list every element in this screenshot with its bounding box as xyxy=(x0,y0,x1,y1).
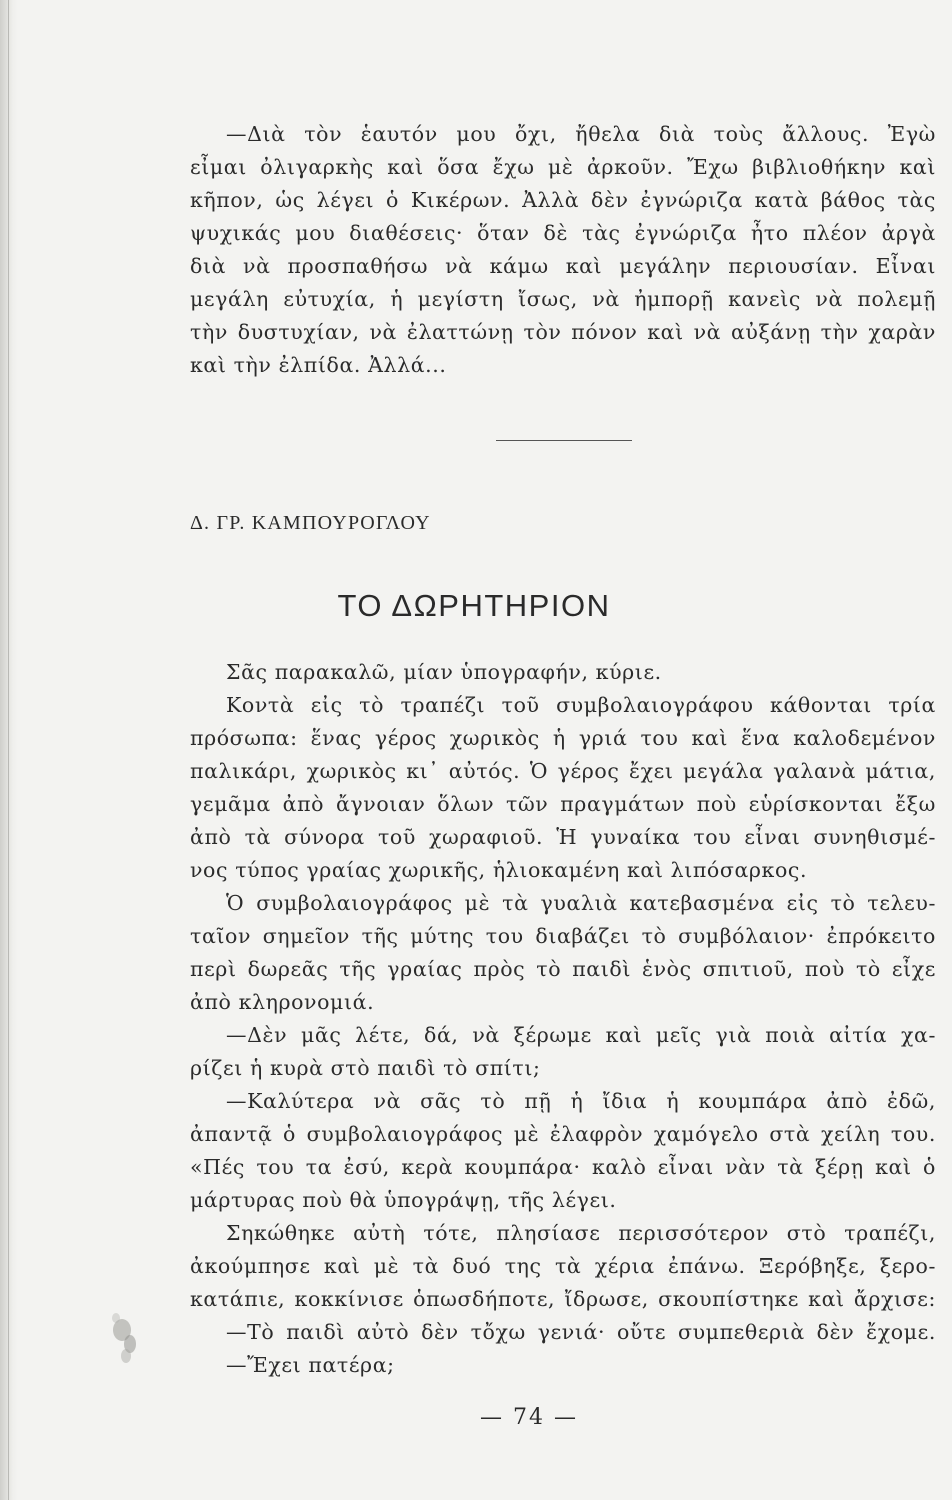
story-line: —Ἔχει πατέρα; xyxy=(226,1353,395,1377)
story-line: περὶ δωρεᾶς τῆς γραίας πρὸς τὸ παιδὶ ἑνὸς σπιτιοῦ, ποὺ τὸ εἶχε xyxy=(190,957,936,981)
story-line: Σᾶς παρακαλῶ, μίαν ὑπογραφήν, κύριε. xyxy=(226,660,662,684)
ink-smudge xyxy=(104,1306,148,1370)
story-line: πρόσωπα: ἕνας γέρος χωρικὸς ἡ γριά του καὶ ἕνα καλοδεμένον xyxy=(190,726,936,750)
story-line: Ὁ συμβολαιογράφος μὲ τὰ γυαλιὰ κατεβασμένα εἰς τὸ τελευ- xyxy=(226,891,936,915)
story-line: ρίζει ἡ κυρὰ στὸ παιδὶ τὸ σπίτι; xyxy=(190,1056,541,1080)
intro-line: εἶμαι ὀλιγαρκὴς καὶ ὅσα ἔχω μὲ ἀρκοῦν. Ἔχω βιβλιοθήκην καὶ xyxy=(190,155,936,179)
story-line: ταῖον σημεῖον τῆς μύτης του διαβάζει τὸ συμβόλαιον· ἐπρόκειτο xyxy=(190,924,936,948)
intro-line: διὰ νὰ προσπαθήσω νὰ κάμω καὶ μεγάλην περιουσίαν. Εἶναι xyxy=(190,254,936,278)
section-separator xyxy=(496,440,632,441)
story-line: μάρτυρας ποὺ θὰ ὑπογράψῃ, τῆς λέγει. xyxy=(190,1188,617,1212)
story-line: Σηκώθηκε αὐτὴ τότε, πλησίασε περισσότερον στὸ τραπέζι, xyxy=(226,1221,936,1245)
story-title xyxy=(0,588,952,624)
story-title-text: ΤΟ ΔΩΡΗΤΗΡΙΟΝ xyxy=(337,588,611,623)
story-line: κατάπιε, κοκκίνισε ὁπωσδήποτε, ἴδρωσε, σκουπίστηκε καὶ ἄρχισε: xyxy=(190,1287,936,1311)
intro-line: τὴν δυστυχίαν, νὰ ἐλαττώνῃ τὸν πόνον καὶ νὰ αὐξάνῃ τὴν χαρὰν xyxy=(190,320,936,344)
intro-paragraph xyxy=(190,118,936,382)
intro-line: —Διὰ τὸν ἑαυτόν μου ὄχι, ἤθελα διὰ τοὺς ἄλλους. Ἐγὼ xyxy=(226,122,936,146)
story-line: —Καλύτερα νὰ σᾶς τὸ πῇ ἡ ἴδια ἡ κουμπάρα ἀπὸ ἐδῶ, xyxy=(226,1089,936,1113)
page-edge-shadow xyxy=(0,0,18,1500)
author-name: Δ. ΓΡ. ΚΑΜΠΟΥΡΟΓΛΟΥ xyxy=(190,512,431,534)
intro-line: κῆπον, ὡς λέγει ὁ Κικέρων. Ἀλλὰ δὲν ἐγνώριζα κατὰ βάθος τὰς xyxy=(190,188,936,212)
story-line: νος τύπος γραίας χωρικῆς, ἡλιοκαμένη καὶ λιπόσαρκος. xyxy=(190,858,808,882)
story-line: ἀπαντᾷ ὁ συμβολαιογράφος μὲ ἐλαφρὸν χαμόγελο στὰ χείλη του. xyxy=(190,1122,936,1146)
story-line: ἀπὸ τὰ σύνορα τοῦ χωραφιοῦ. Ἡ γυναίκα του εἶναι συνηθισμέ- xyxy=(190,825,936,849)
story-line: —Δὲν μᾶς λέτε, δά, νὰ ξέρωμε καὶ μεῖς γιὰ ποιὰ αἰτία χα- xyxy=(226,1023,936,1047)
intro-line: μεγάλη εὐτυχία, ἡ μεγίστη ἴσως, νὰ ἠμπορῇ κανεὶς νὰ πολεμῇ xyxy=(190,287,936,311)
story-line: ἀπὸ κληρονομιά. xyxy=(190,990,375,1014)
spine-line xyxy=(8,0,9,1500)
story-line: ἀκούμπησε καὶ μὲ τὰ δυό της τὰ χέρια ἐπάνω. Ξερόβηξε, ξερο- xyxy=(190,1254,936,1278)
intro-line: ψυχικάς μου διαθέσεις· ὅταν δὲ τὰς ἐγνώριζα ἦτο πλέον ἀργὰ xyxy=(190,221,936,245)
story-line: —Τὸ παιδὶ αὐτὸ δὲν τὄχω γενιά· οὔτε συμπεθεριὰ δὲν ἔχομε. xyxy=(226,1320,936,1344)
intro-line: καὶ τὴν ἐλπίδα. Ἀλλά... xyxy=(190,353,447,377)
story-line: παλικάρι, χωρικὸς κι᾽ αὐτός. Ὁ γέρος ἔχει μεγάλα γαλανὰ μάτια, xyxy=(190,759,936,783)
story-line: Κοντὰ εἰς τὸ τραπέζι τοῦ συμβολαιογράφου κάθονται τρία xyxy=(226,693,936,717)
page-number: — 74 — xyxy=(480,1405,578,1430)
story-body xyxy=(190,656,936,1382)
story-line: «Πές του τα ἐσύ, κερὰ κουμπάρα· καλὸ εἶναι νὰν τὰ ξέρῃ καὶ ὁ xyxy=(190,1155,936,1179)
story-line: γεμᾶμα ἀπὸ ἄγνοιαν ὅλων τῶν πραγμάτων ποὺ εὑρίσκονται ἔξω xyxy=(190,792,936,816)
